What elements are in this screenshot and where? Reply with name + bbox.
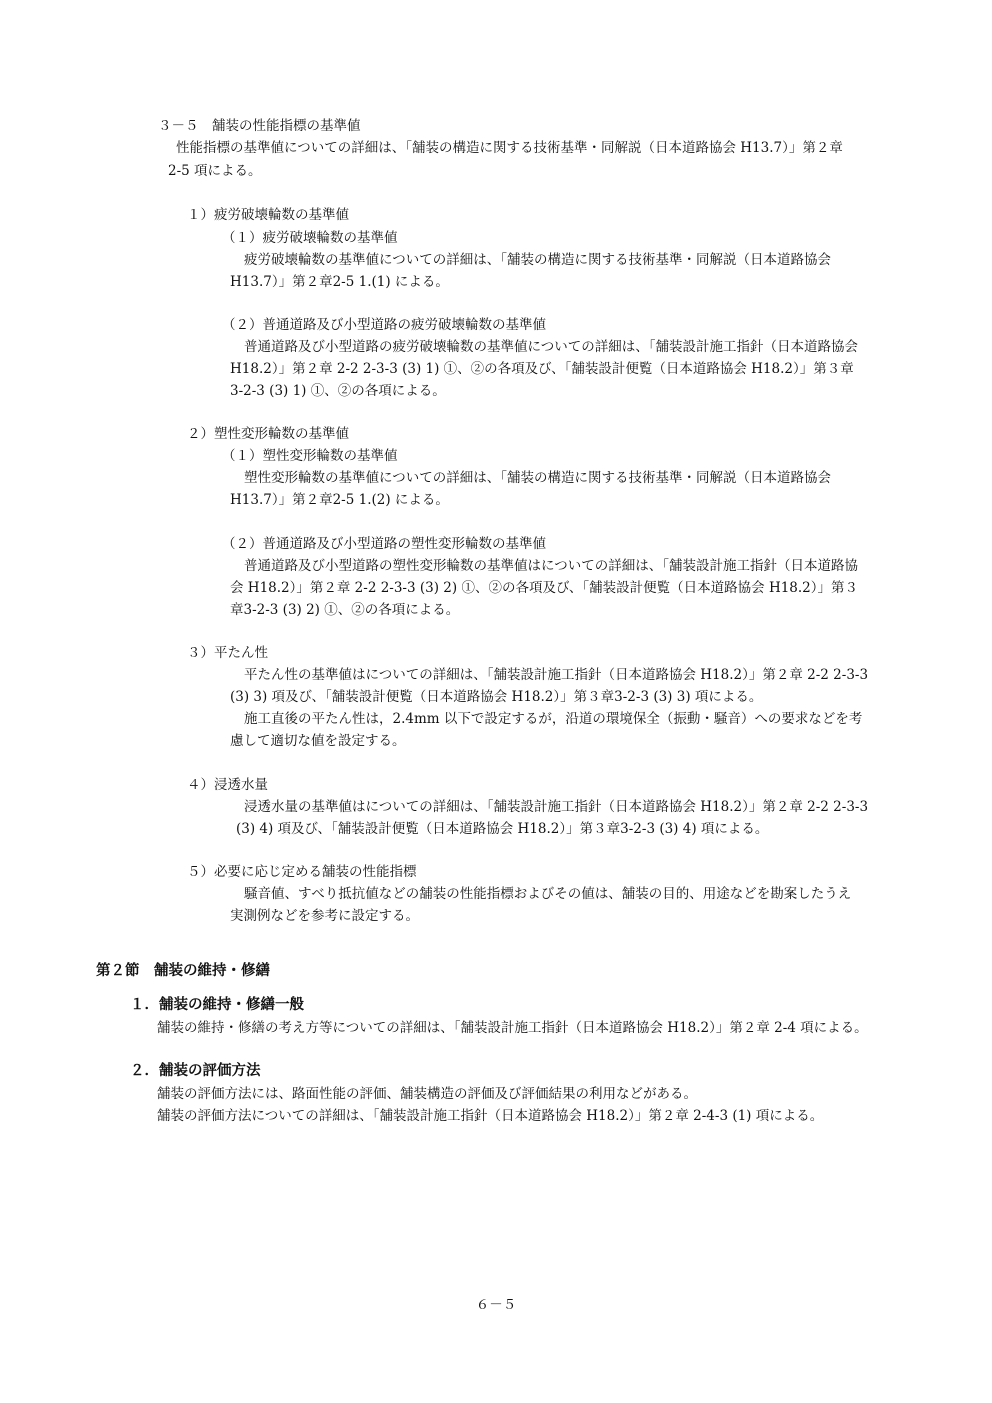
item-3-text-line2: (3) 3) 項及び、「舗装設計便覧（日本道路協会 H18.2）」第３章3-2-3 (3) 3) 項による。 — [230, 689, 763, 705]
page-number: ６－５ — [475, 1297, 517, 1313]
item-2-2-text-line2: 会 H18.2）」第２章 2-2 2-3-3 (3) 2) ①、②の各項及び、「舗装設計便覧（日本道路協会 H18.2）」第３ — [230, 580, 859, 596]
subsection-1-heading: １．舗装の維持・修繕一般 — [130, 997, 304, 1013]
item-1-1-text-line1: 疲労破壊輪数の基準値についての詳細は、「舗装の構造に関する技術基準・同解説（日本道路協会 — [244, 252, 831, 268]
item-2-2-text-line1: 普通道路及び小型道路の塑性変形輪数の基準値はについての詳細は、「舗装設計施工指針（日本道路協 — [244, 558, 858, 574]
item-2-2-title: （２）普通道路及び小型道路の塑性変形輪数の基準値 — [222, 536, 546, 552]
item-2-title: ２）塑性変形輪数の基準値 — [187, 426, 349, 442]
item-1-2-text-line1: 普通道路及び小型道路の疲労破壊輪数の基準値についての詳細は、「舗装設計施工指針（日本道路協会 — [244, 339, 858, 355]
item-3-text-line1: 平たん性の基準値はについての詳細は、「舗装設計施工指針（日本道路協会 H18.2）」第２章 2-2 2-3-3 — [244, 667, 869, 683]
item-1-title: １）疲労破壊輪数の基準値 — [187, 207, 349, 223]
item-3-text-line3: 施工直後の平たん性は，2.4mm 以下で設定するが，沿道の環境保全（振動・騒音）への要求などを考 — [244, 711, 863, 727]
section-2-heading: 第２節 舗装の維持・修繕 — [96, 963, 270, 979]
section-3-5-title: ３－５ 舗装の性能指標の基準値 — [158, 118, 361, 134]
section-3-5-text-line2: 2-5 項による。 — [168, 163, 262, 179]
subsection-2-text-line1: 舗装の評価方法には、路面性能の評価、舗装構造の評価及び評価結果の利用などがある。 — [157, 1086, 697, 1102]
item-5-title: ５）必要に応じ定める舗装の性能指標 — [187, 864, 417, 880]
item-2-1-text-line1: 塑性変形輪数の基準値についての詳細は、「舗装の構造に関する技術基準・同解説（日本道路協会 — [244, 470, 831, 486]
subsection-2-heading: ２．舗装の評価方法 — [130, 1063, 261, 1079]
item-1-1-title: （１）疲労破壊輪数の基準値 — [222, 230, 398, 246]
item-1-2-text-line3: 3-2-3 (3) 1) ①、②の各項による。 — [230, 383, 446, 399]
subsection-2-text-line2: 舗装の評価方法についての詳細は、「舗装設計施工指針（日本道路協会 H18.2）」第２章 2-4-3 (1) 項による。 — [157, 1108, 824, 1124]
item-5-text-line1: 騒音値、すべり抵抗値などの舗装の性能指標およびその値は、舗装の目的、用途などを勘案したうえ — [244, 886, 852, 902]
item-2-1-text-line2: H13.7）」第２章2-5 1.(2) による。 — [230, 492, 449, 508]
item-3-text-line4: 慮して適切な値を設定する。 — [230, 733, 406, 749]
item-4-text-line1: 浸透水量の基準値はについての詳細は、「舗装設計施工指針（日本道路協会 H18.2）」第２章 2-2 2-3-3 — [244, 799, 869, 815]
item-1-1-text-line2: H13.7）」第２章2-5 1.(1) による。 — [230, 274, 449, 290]
item-4-title: ４）浸透水量 — [187, 777, 268, 793]
item-2-1-title: （１）塑性変形輪数の基準値 — [222, 448, 398, 464]
item-1-2-text-line2: H18.2）」第２章 2-2 2-3-3 (3) 1) ①、②の各項及び、「舗装設計便覧（日本道路協会 H18.2）」第３章 — [230, 361, 854, 377]
subsection-1-text: 舗装の維持・修繕の考え方等についての詳細は、「舗装設計施工指針（日本道路協会 H18.2）」第２章 2-4 項による。 — [157, 1020, 868, 1036]
item-3-title: ３）平たん性 — [187, 645, 268, 661]
item-5-text-line2: 実測例などを参考に設定する。 — [230, 908, 419, 924]
item-2-2-text-line3: 章3-2-3 (3) 2) ①、②の各項による。 — [230, 602, 460, 618]
item-1-2-title: （２）普通道路及び小型道路の疲労破壊輪数の基準値 — [222, 317, 546, 333]
item-4-text-line2: (3) 4) 項及び、「舗装設計便覧（日本道路協会 H18.2）」第３章3-2-3 (3) 4) 項による。 — [236, 821, 769, 837]
section-3-5-text-line1: 性能指標の基準値についての詳細は、「舗装の構造に関する技術基準・同解説（日本道路協会 H13.7）」第２章 — [176, 140, 843, 156]
